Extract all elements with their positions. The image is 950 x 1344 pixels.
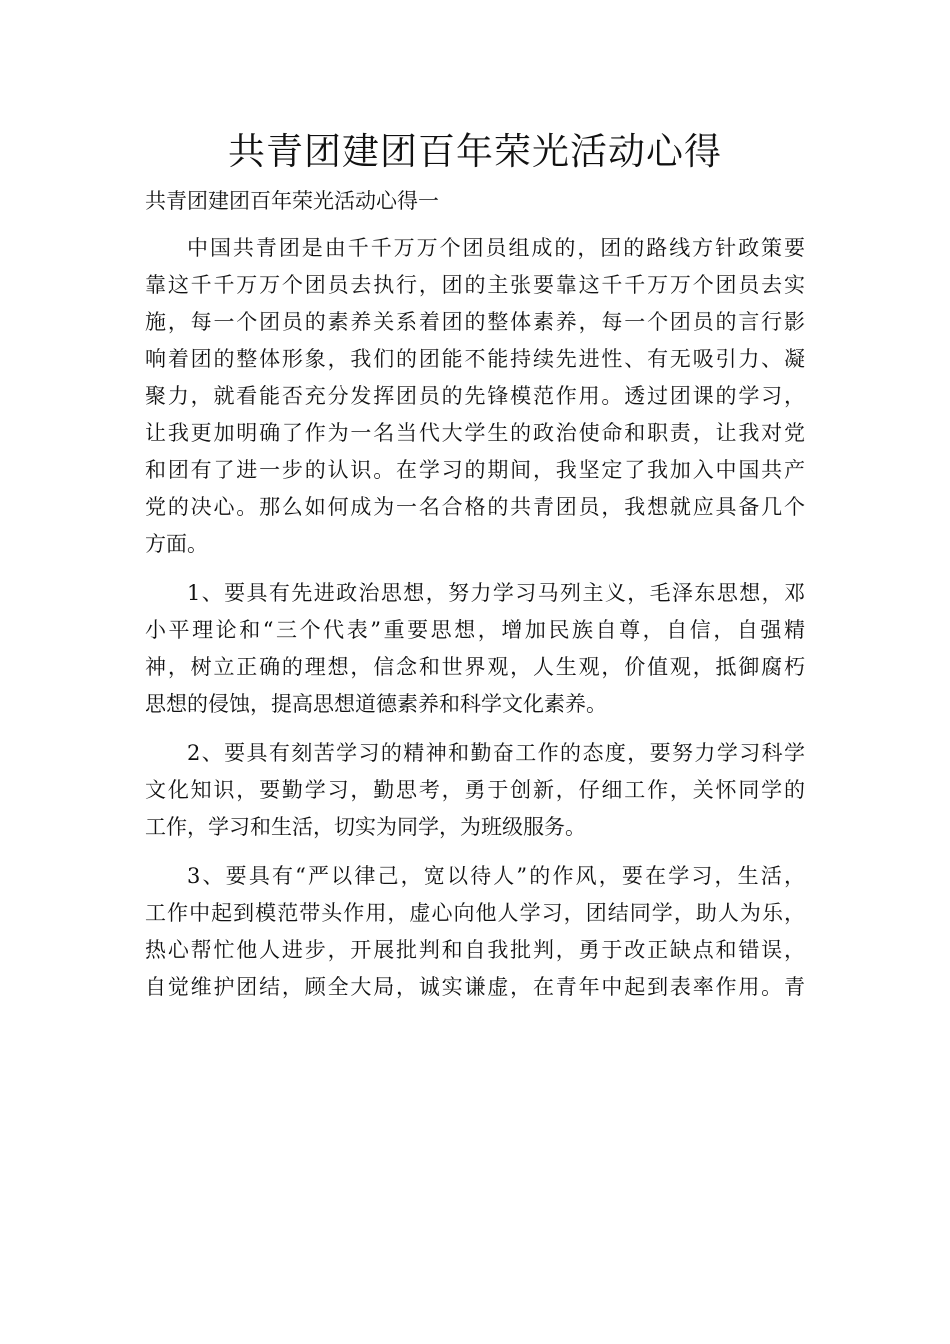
section-heading: 共青团建团百年荣光活动心得一 bbox=[145, 189, 439, 213]
text-line: 施，每一个团员的素养关系着团的整体素养，每一个团员的言行影 bbox=[145, 310, 805, 334]
text-line: 和团有了进一步的认识。在学习的期间，我坚定了我加入中国共产 bbox=[145, 458, 805, 482]
paragraph bbox=[145, 858, 805, 1006]
text-line: 中国共青团是由千千万万个团员组成的，团的路线方针政策要 bbox=[187, 236, 805, 260]
document-body bbox=[145, 230, 805, 1018]
text-line: 工作，学习和生活，切实为同学，为班级服务。 bbox=[145, 815, 586, 839]
text-line: 热心帮忙他人进步，开展批判和自我批判，勇于改正缺点和错误， bbox=[145, 938, 805, 962]
paragraph bbox=[145, 575, 805, 723]
text-line: 神，树立正确的理想，信念和世界观，人生观，价值观，抵御腐朽 bbox=[145, 655, 805, 679]
text-line: 2、要具有刻苦学习的精神和勤奋工作的态度，要努力学习科学 bbox=[187, 741, 805, 765]
text-line: 聚力，就看能否充分发挥团员的先锋模范作用。透过团课的学习， bbox=[145, 384, 805, 408]
text-line: 工作中起到模范带头作用，虚心向他人学习，团结同学，助人为乐， bbox=[145, 901, 805, 925]
paragraph bbox=[145, 735, 805, 846]
text-line: 自觉维护团结，顾全大局，诚实谦虚，在青年中起到表率作用。青 bbox=[145, 975, 805, 999]
text-line: 思想的侵蚀，提高思想道德素养和科学文化素养。 bbox=[145, 692, 607, 716]
text-line: 让我更加明确了作为一名当代大学生的政治使命和职责，让我对党 bbox=[145, 421, 805, 445]
text-line: 靠这千千万万个团员去执行，团的主张要靠这千千万万个团员去实 bbox=[145, 273, 805, 297]
text-line: 3、要具有“严以律己，宽以待人”的作风，要在学习，生活， bbox=[187, 864, 805, 888]
text-line: 文化知识，要勤学习，勤思考，勇于创新，仔细工作，关怀同学的 bbox=[145, 778, 805, 802]
text-line: 响着团的整体形象，我们的团能不能持续先进性、有无吸引力、凝 bbox=[145, 347, 805, 371]
document-title: 共青团建团百年荣光活动心得 bbox=[228, 130, 722, 173]
paragraph bbox=[145, 230, 805, 563]
text-line: 方面。 bbox=[145, 532, 208, 556]
text-line: 小平理论和“三个代表”重要思想，增加民族自尊，自信，自强精 bbox=[145, 618, 805, 642]
text-line: 党的决心。那么如何成为一名合格的共青团员，我想就应具备几个 bbox=[145, 495, 805, 519]
text-line: 1、要具有先进政治思想，努力学习马列主义，毛泽东思想，邓 bbox=[187, 581, 805, 605]
